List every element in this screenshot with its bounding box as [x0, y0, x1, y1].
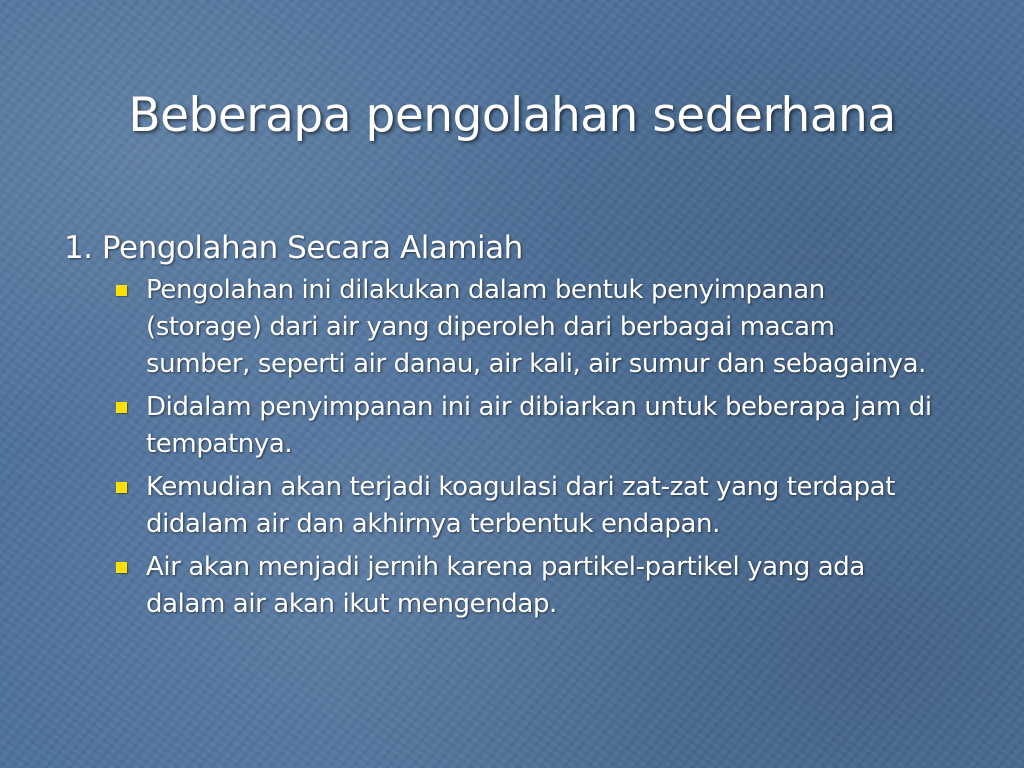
- slide-title: Beberapa pengolahan sederhana: [128, 88, 896, 143]
- square-bullet-icon: [116, 285, 127, 296]
- section-heading: 1. Pengolahan Secara Alamiah: [64, 230, 523, 266]
- bullet-item: [114, 272, 936, 383]
- square-bullet-icon: [116, 482, 127, 493]
- bullet-item: [114, 469, 936, 543]
- bullet-text: Didalam penyimpanan ini air dibiarkan untuk beberapa jam di tempatnya.: [146, 392, 932, 459]
- square-bullet-icon: [116, 402, 127, 413]
- bullet-item: [114, 549, 936, 623]
- bullet-item: [114, 389, 936, 463]
- slide-content: [64, 226, 984, 629]
- bullet-text: Kemudian akan terjadi koagulasi dari zat-zat yang terdapat didalam air dan akhirnya terbentuk endapan.: [146, 472, 896, 539]
- bullet-list: [64, 272, 984, 623]
- bullet-text: Air akan menjadi jernih karena partikel-partikel yang ada dalam air akan ikut mengendap.: [146, 552, 865, 619]
- square-bullet-icon: [116, 562, 127, 573]
- bullet-text: Pengolahan ini dilakukan dalam bentuk penyimpanan (storage) dari air yang diperoleh dari berbagai macam sumber, seperti air danau, air kali, air sumur dan sebagainya.: [146, 275, 927, 379]
